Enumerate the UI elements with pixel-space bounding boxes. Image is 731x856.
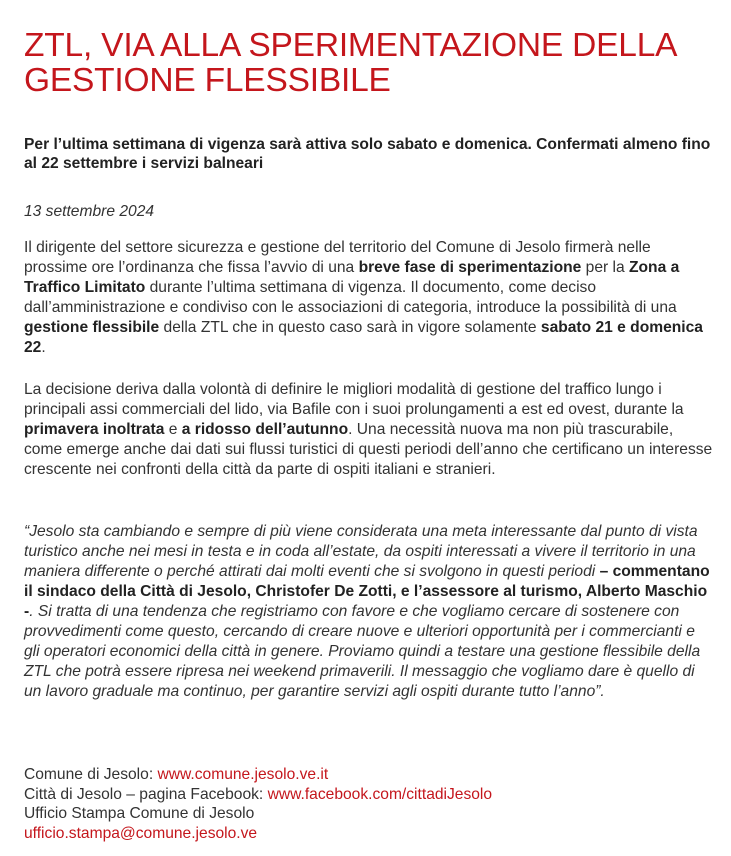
bold-span: – commentano il sindaco della Città di Jesolo, Christofer De Zotti, e l’assessore al turismo, Alberto Maschio - [24,563,710,620]
contact-comune [24,765,492,785]
text-span: durante l’ultima settimana di vigenza. Il documento, come deciso dall’amministrazione e condiviso con le associazioni di categoria, introduce la possibilità di una [24,279,677,316]
facebook-page-link[interactable]: www.facebook.com/cittadiJesolo [267,785,493,803]
article-subtitle: Per l’ultima settimana di vigenza sarà attiva solo sabato e domenica. Confermati almeno fino al 22 settembre i servizi balneari [24,136,711,172]
article-title: ZTL, VIA ALLA SPERIMENTAZIONE DELLA GESTIONE FLESSIBILE [24,27,676,99]
bold-span: Zona a Traffico Limitato [24,259,680,296]
contact-label: Comune di Jesolo: [24,766,158,783]
text-span: . [41,339,46,356]
text-span: e [164,421,182,438]
contact-label: Città di Jesolo – pagina Facebook: [24,785,268,803]
article-date: 13 settembre 2024 [24,203,155,220]
italic-span: . Si tratta di una tendenza che registriamo con favore e che vogliamo cercare di sostenere con provvedimenti come questo, cercando di creare nuove e ulteriori opportunità per i commercianti e gli operatori economici della città in genere. Proviamo quindi a testare una gestione flessibile della ZTL che potrà essere ripresa nei weekend primaverili. Il messaggio che vogliamo dare è quello di un lavoro graduale ma continuo, per garantire servizi agli ospiti durante tutto l’anno”. [24,603,701,700]
paragraph-1 [24,238,714,358]
contact-ufficio: Ufficio Stampa Comune di Jesolo [24,805,255,823]
contacts-block [24,765,492,843]
text-span: per la [581,259,629,276]
bold-span: sabato 21 e domenica 22 [24,319,703,356]
contact-email [24,824,492,844]
text-span: . Una necessità nuova ma non più trascurabile, come emerge anche dai dati sui flussi turistici di questi periodi dell’anno che certificano un interesse crescente nei confronti della città da parte di ospiti italiani e stranieri. [24,421,713,478]
bold-span: primavera inoltrata [24,421,165,438]
italic-span: “Jesolo sta cambiando e sempre di più viene considerata una meta interessante dal punto di vista turistico anche nei mesi in testa e in coda all’estate, da ospiti interessati a vivere il territorio in una maniera differente o perché attirati dai molti eventi che si svolgono in questi periodi [24,523,698,580]
paragraph-2 [24,380,714,480]
quote-paragraph [24,522,714,702]
contact-facebook [24,785,492,805]
comune-website-link[interactable]: www.comune.jesolo.ve.it [157,766,329,783]
bold-span: breve fase di sperimentazione [358,259,582,276]
text-span: della ZTL che in questo caso sarà in vigore solamente [159,319,541,336]
text-span: La decisione deriva dalla volontà di definire le migliori modalità di gestione del traffico lungo i principali assi commerciali del lido, via Bafile con i suoi prolungamenti a est ed ovest, durante la [24,381,684,418]
bold-span: a ridosso dell’autunno [181,421,349,438]
bold-span: gestione flessibile [24,319,160,336]
email-link[interactable]: ufficio.stampa@comune.jesolo.ve [24,824,258,842]
text-span: Il dirigente del settore sicurezza e gestione del territorio del Comune di Jesolo firmerà nelle prossime ore l’ordinanza che fissa l’avvio di una [24,239,651,276]
